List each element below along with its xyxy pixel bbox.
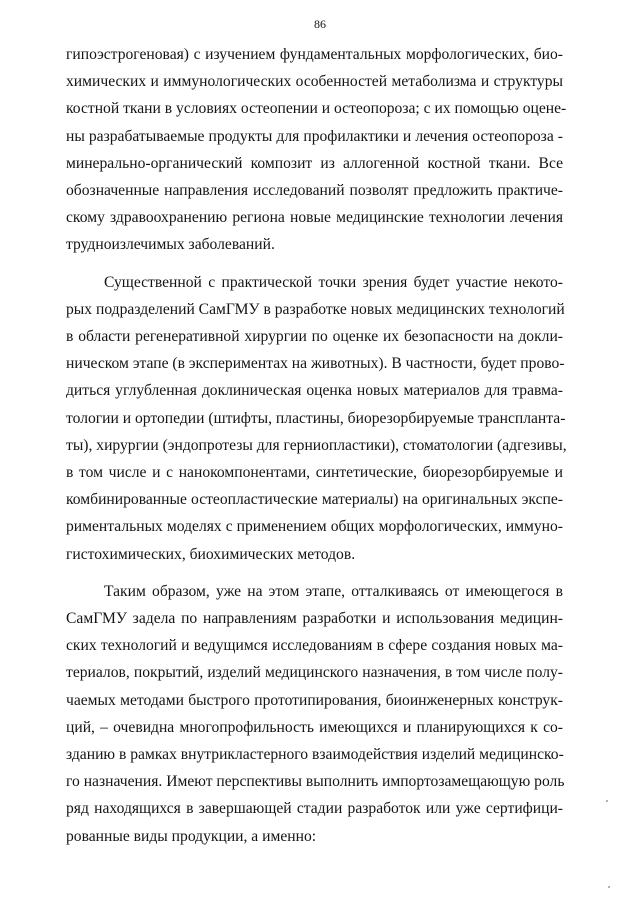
text-line: териалов, покрытий, изделий медицинского назначения, в том числе полу- [66,664,563,682]
text-line: ских технологий и ведущимся исследованиям в сфере создания новых ма- [66,637,563,655]
text-line: рых подразделений СамГМУ в разработке новых медицинских технологий [66,300,565,318]
paragraph-gap [66,568,563,578]
text-line: чаемых методами быстрого прототипирования, биоинженерных конструк- [66,691,563,709]
scan-speck [608,886,610,888]
text-line: рованные виды продукции, а именно: [66,827,317,845]
page-number: 86 [314,17,326,31]
text-line: Существенной с практической точки зрения будет участие некото- [104,273,563,291]
text-line: зданию в рамках внутрикластерного взаимодействия изделий медицинско- [66,746,564,764]
text-line: ций, – очевидна многопрофильность имеющихся и планирующихся к со- [66,718,563,736]
text-line: ряд находящихся в завершающей стадии разработок или уже сертифици- [66,800,563,818]
text-line: обозначенные направления исследований позволят предложить практиче- [66,182,563,200]
text-line: ны разрабатываемые продукты для профилактики и лечения остеопороза - [66,127,563,145]
text-line: в том числе и с нанокомпонентами, синтетические, биорезорбируемые и [66,464,563,482]
text-line: трудноизлечимых заболеваний. [66,236,275,254]
text-line: скому здравоохранению региона новые медицинские технологии лечения [66,209,563,227]
paragraph-3 [66,578,563,850]
text-line: гистохимических, биохимических методов. [66,545,356,563]
text-line: тологии и ортопедии (штифты, пластины, биорезорбируемые транспланта- [66,409,566,427]
text-line: ты), хирургии (эндопротезы для герниопластики), стоматологии (адгезивы, [66,436,567,454]
text-line: костной ткани в условиях остеопении и остеопороза; с их помощью оцене- [66,100,567,118]
scan-speck [606,800,608,802]
text-line: СамГМУ задела по направлениям разработки и использования медицин- [66,610,563,628]
paragraph-gap [66,259,563,269]
text-line: риментальных моделях с применением общих морфологических, иммуно- [66,518,563,536]
paragraph-1 [66,41,567,259]
text-line: ническом этапе (в экспериментах на животных). В частности, будет прово- [66,355,565,373]
text-line: химических и иммунологических особенностей метаболизма и структуры [66,73,563,91]
body-text [66,41,567,850]
text-line: комбинированные остеопластические материалы) на оригинальных экспе- [66,491,563,509]
paragraph-2 [66,269,567,568]
text-line: гипоэстрогеновая) с изучением фундаментальных морфологических, био- [66,46,563,63]
text-line: минерально-органический композит из аллогенной костной ткани. Все [66,154,563,172]
text-line: в области регенеративной хирургии по оценке их безопасности на докли- [66,328,563,346]
text-line: диться углубленная доклиническая оценка новых материалов для травма- [66,382,563,400]
text-line: го назначения. Имеют перспективы выполнить импортозамещающую роль [66,773,565,791]
text-line: Таким образом, уже на этом этапе, отталкиваясь от имеющегося в [104,582,563,600]
